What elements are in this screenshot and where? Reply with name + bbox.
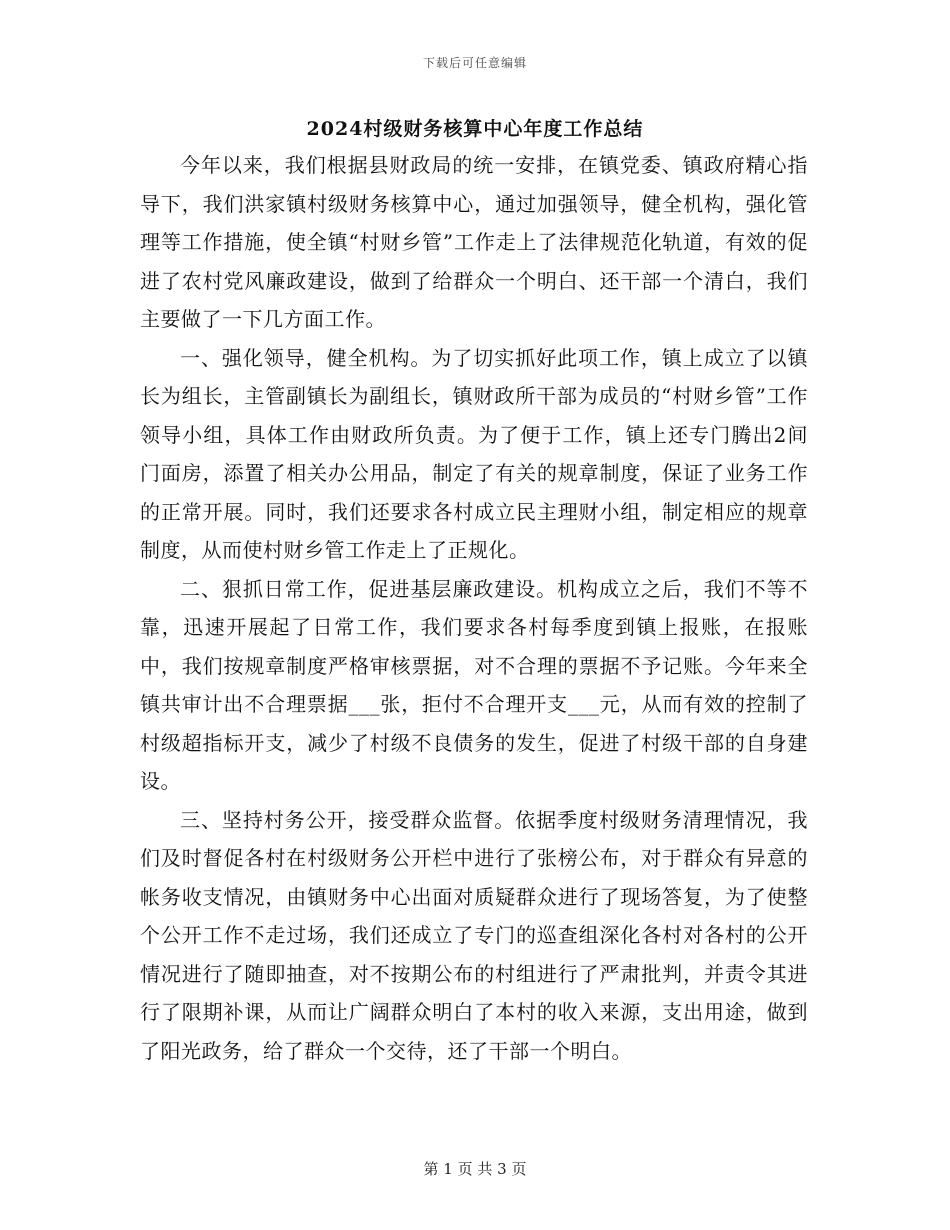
paragraph-section-2: 二、狠抓日常工作，促进基层廉政建设。机构成立之后，我们不等不靠，迅速开展起了日常工作，我们要求各村每季度到镇上报账，在报账中，我们按规章制度严格审核票据，对不合理的票据不予记账。今年来全镇共审计出不合理票据___张，拒付不合理开支___元，从而有效的控制了村级超指标开支，减少了村级不良债务的发生，促进了村级干部的自身建设。 <box>140 576 808 793</box>
header-note: 下载后可任意编辑 <box>422 56 527 70</box>
paragraph-intro: 今年以来，我们根据县财政局的统一安排，在镇党委、镇政府精心指导下，我们洪家镇村级财务核算中心，通过加强领导，健全机构，强化管理等工作措施，使全镇“村财乡管”工作走上了法律规范化轨道，有效的促进了农村党风廉政建设，做到了给群众一个明白、还干部一个清白，我们主要做了一下几方面工作。 <box>140 153 808 331</box>
page-footer: 第 1 页 共 3 页 <box>423 1160 527 1178</box>
document-body <box>140 146 808 1070</box>
paragraph-section-1: 一、强化领导，健全机构。为了切实抓好此项工作，镇上成立了以镇长为组长，主管副镇长为副组长，镇财政所干部为成员的“村财乡管”工作领导小组，具体工作由财政所负责。为了便于工作，镇上还专门腾出2间门面房，添置了相关办公用品，制定了有关的规章制度，保证了业务工作的正常开展。同时，我们还要求各村成立民主理财小组，制定相应的规章制度，从而使村财乡管工作走上了正规化。 <box>140 345 808 562</box>
paragraph-section-3: 三、坚持村务公开，接受群众监督。依据季度村级财务清理情况，我们及时督促各村在村级财务公开栏中进行了张榜公布，对于群众有异意的帐务收支情况，由镇财务中心出面对质疑群众进行了现场答复，为了使整个公开工作不走过场，我们还成立了专门的巡查组深化各村对各村的公开情况进行了随即抽查，对不按期公布的村组进行了严肃批判，并责令其进行了限期补课，从而让广阔群众明白了本村的收入来源，支出用途，做到了阳光政务，给了群众一个交待，还了干部一个明白。 <box>140 807 808 1063</box>
document-title: 2024村级财务核算中心年度工作总结 <box>306 118 644 140</box>
